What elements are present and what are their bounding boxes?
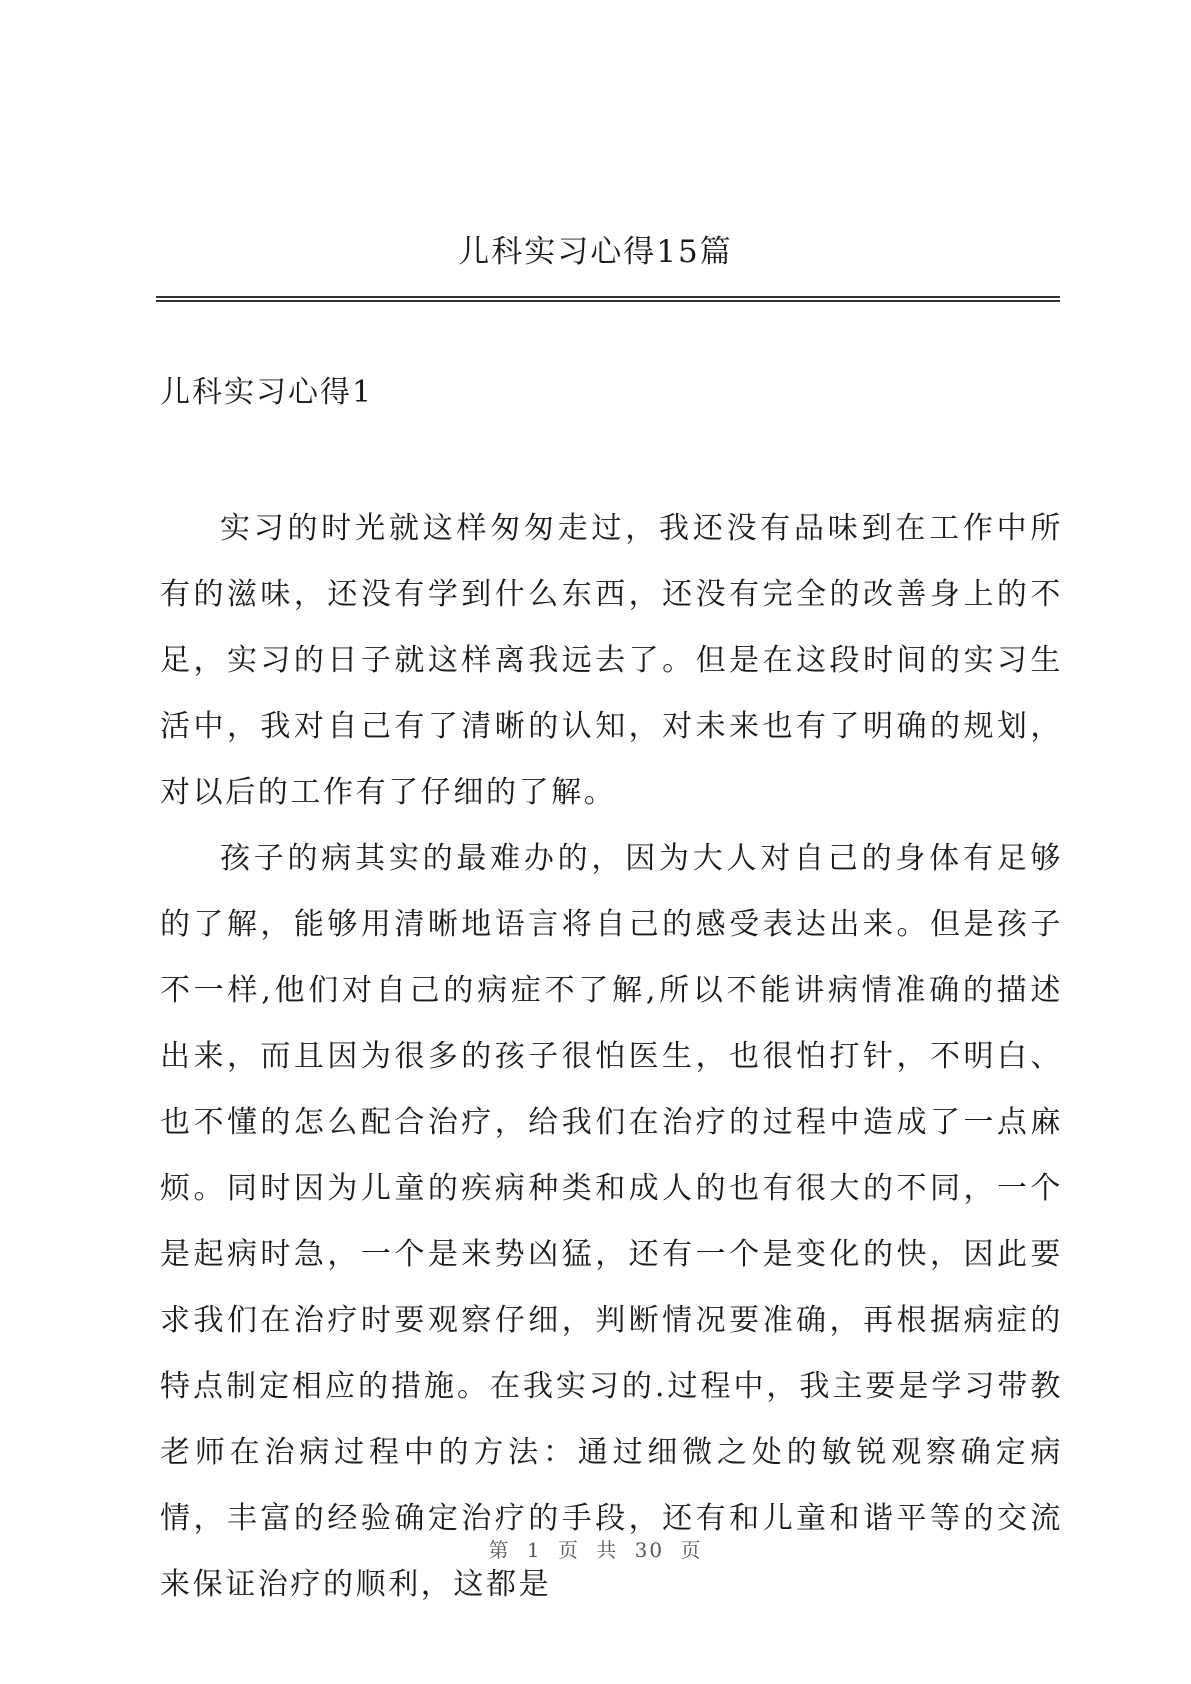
section-heading: 儿科实习心得1 <box>160 375 374 410</box>
paragraph-2: 孩子的病其实的最难办的，因为大人对自己的身体有足够的了解，能够用清晰地语言将自己的感受表达出来。但是孩子不一样,他们对自己的病症不了解,所以不能讲病情准确的描述出来，而且因为很多的孩子很怕医生，也很怕打针，不明白、也不懂的怎么配合治疗，给我们在治疗的过程中造成了一点麻烦。同时因为儿童的疾病种类和成人的也有很大的不同，一个是起病时急，一个是来势凶猛，还有一个是变化的快，因此要求我们在治疗时要观察仔细，判断情况要准确，再根据病症的特点制定相应的措施。在我实习的.过程中，我主要是学习带教老师在治病过程中的方法：通过细微之处的敏锐观察确定病情，丰富的经验确定治疗的手段，还有和儿童和谐平等的交流来保证治疗的顺利，这都是 <box>160 841 1063 1602</box>
title-double-rule <box>156 296 1060 302</box>
body-text <box>160 496 1063 1618</box>
paragraph-1: 实习的时光就这样匆匆走过，我还没有品味到在工作中所有的滋味，还没有学到什么东西，还没有完全的改善身上的不足，实习的日子就这样离我远去了。但是在这段时间的实习生活中，我对自己有了清晰的认知，对未来也有了明确的规划，对以后的工作有了仔细的了解。 <box>160 511 1063 810</box>
document-title: 儿科实习心得15篇 <box>458 234 733 270</box>
page-number-footer: 第 1 页 共 30 页 <box>488 1538 703 1562</box>
